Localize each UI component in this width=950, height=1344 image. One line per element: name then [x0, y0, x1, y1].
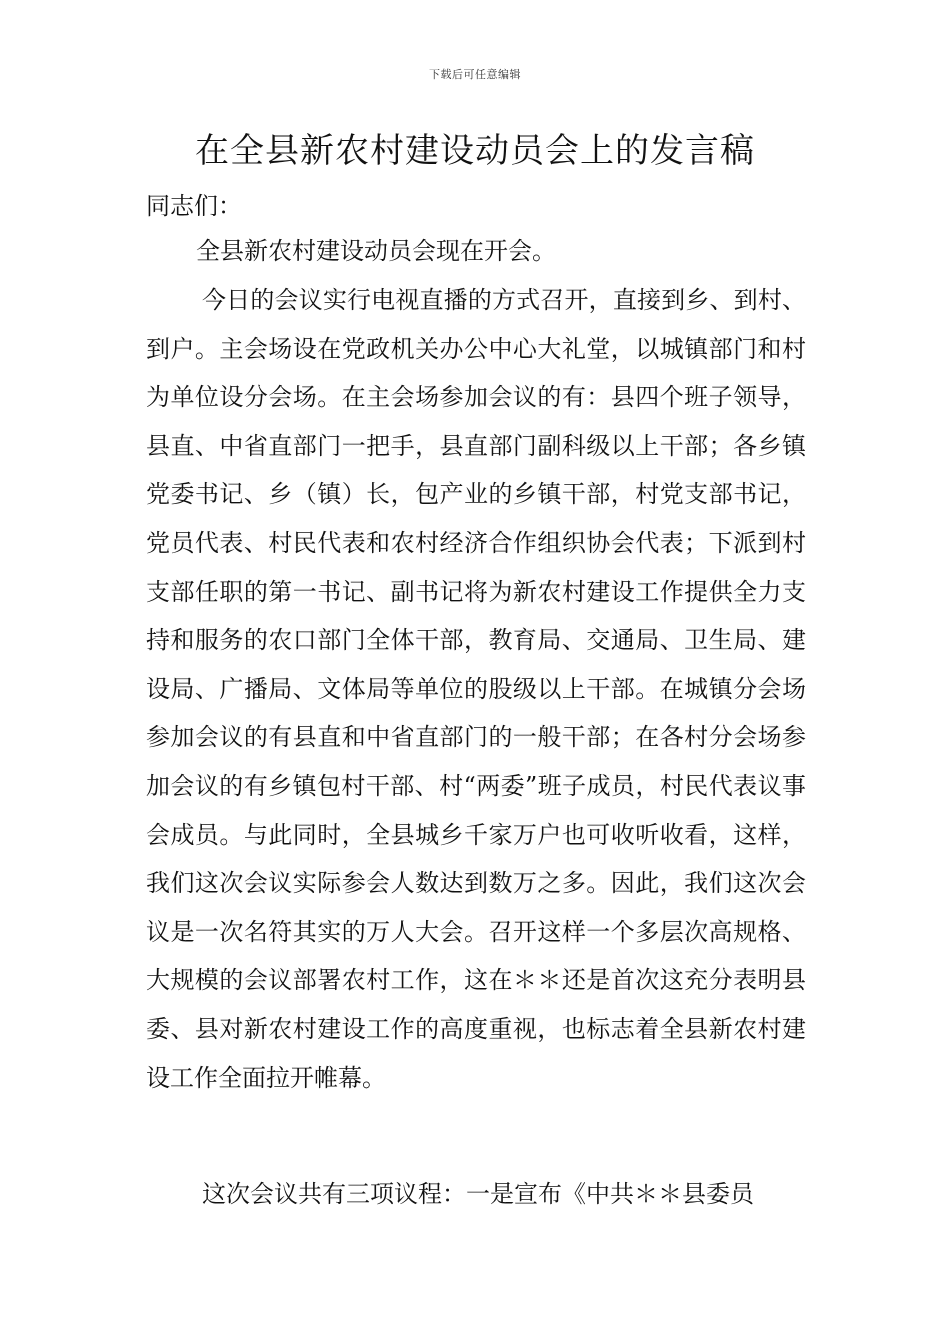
- paragraph-opening: 全县新农村建设动员会现在开会。: [196, 237, 556, 265]
- header-note: 下载后可任意编辑: [429, 68, 521, 81]
- paragraph-meeting-format: 今日的会议实行电视直播的方式召开，直接到乡、到村、到户。主会场设在党政机关办公中心大礼堂，以城镇部门和村为单位设分会场。在主会场参加会议的有：县四个班子领导，县直、中省直部门一把手，县直部门副科级以上干部；各乡镇党委书记、乡（镇）长，包产业的乡镇干部，村党支部书记，党员代表、村民代表和农村经济合作组织协会代表；下派到村支部任职的第一书记、副书记将为新农村建设工作提供全力支持和服务的农口部门全体干部，教育局、交通局、卫生局、建设局、广播局、文体局等单位的股级以上干部。在城镇分会场参加会议的有县直和中省直部门的一般干部；在各村分会场参加会议的有乡镇包村干部、村“两委”班子成员，村民代表议事会成员。与此同时，全县城乡千家万户也可收听收看，这样，我们这次会议实际参会人数达到数万之多。因此，我们这次会议是一次名符其实的万人大会。召开这样一个多层次高规格、大规模的会议部署农村工作，这在＊＊还是首次这充分表明县委、县对新农村建设工作的高度重视，也标志着全县新农村建设工作全面拉开帷幕。: [146, 286, 806, 1092]
- document-title: 在全县新农村建设动员会上的发言稿: [195, 131, 755, 171]
- paragraph-agenda: 这次会议共有三项议程：一是宣布《中共＊＊县委员: [202, 1180, 754, 1208]
- salutation: 同志们：: [146, 192, 242, 220]
